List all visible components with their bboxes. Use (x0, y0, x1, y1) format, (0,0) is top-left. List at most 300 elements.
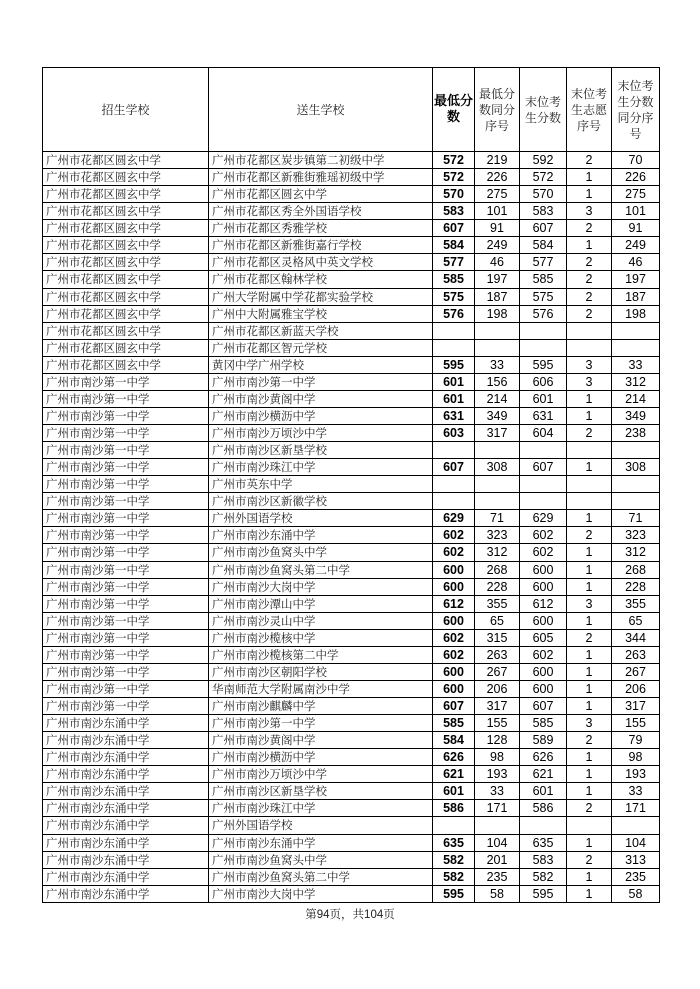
last-score-cell: 602 (520, 544, 567, 561)
sender-school-cell: 广州市花都区新雅街雅瑶初级中学 (209, 169, 433, 186)
sender-school-cell: 广州市南沙珠江中学 (209, 459, 433, 476)
min-rank-cell: 201 (475, 851, 520, 868)
table-row (43, 373, 660, 390)
last-rank-cell: 197 (612, 271, 660, 288)
sender-school-cell: 广州市花都区秀雅学校 (209, 220, 433, 237)
min-rank-cell: 312 (475, 544, 520, 561)
recruit-school-cell: 广州市南沙第一中学 (43, 407, 209, 424)
table-header-row (43, 68, 660, 152)
min-score-cell: 585 (433, 271, 475, 288)
recruit-school-cell: 广州市南沙第一中学 (43, 425, 209, 442)
recruit-school-cell: 广州市花都区圆玄中学 (43, 254, 209, 271)
sender-school-cell: 广州市花都区圆玄中学 (209, 186, 433, 203)
table-row (43, 749, 660, 766)
table-row (43, 237, 660, 254)
last-rank-cell: 312 (612, 544, 660, 561)
last-rank-cell: 228 (612, 578, 660, 595)
last-rank-cell: 349 (612, 407, 660, 424)
min-score-cell: 570 (433, 186, 475, 203)
recruit-school-cell: 广州市花都区圆玄中学 (43, 152, 209, 169)
last-choice-cell: 1 (567, 698, 612, 715)
last-score-cell (520, 476, 567, 493)
last-choice-cell: 1 (567, 237, 612, 254)
min-score-cell: 602 (433, 646, 475, 663)
sender-school-cell: 广州市南沙鱼窝头中学 (209, 851, 433, 868)
last-score-cell: 576 (520, 305, 567, 322)
last-rank-cell: 79 (612, 732, 660, 749)
recruit-school-cell: 广州市南沙东涌中学 (43, 766, 209, 783)
last-rank-cell: 155 (612, 715, 660, 732)
recruit-school-cell: 广州市南沙第一中学 (43, 459, 209, 476)
min-score-cell (433, 493, 475, 510)
min-rank-cell: 317 (475, 425, 520, 442)
page-footer (0, 906, 700, 922)
last-choice-cell: 1 (567, 407, 612, 424)
last-rank-cell (612, 322, 660, 339)
min-score-cell: 631 (433, 407, 475, 424)
min-score-cell: 607 (433, 698, 475, 715)
last-rank-cell: 58 (612, 885, 660, 902)
last-rank-cell: 235 (612, 868, 660, 885)
min-rank-cell: 58 (475, 885, 520, 902)
last-rank-cell: 355 (612, 595, 660, 612)
total-pages: 104 (364, 909, 384, 921)
last-rank-cell: 71 (612, 510, 660, 527)
recruit-school-cell: 广州市南沙东涌中学 (43, 749, 209, 766)
min-rank-cell: 128 (475, 732, 520, 749)
min-rank-cell: 355 (475, 595, 520, 612)
last-choice-cell (567, 493, 612, 510)
min-score-cell: 575 (433, 288, 475, 305)
min-score-cell: 635 (433, 834, 475, 851)
last-choice-cell: 1 (567, 510, 612, 527)
table-row (43, 271, 660, 288)
recruit-school-cell: 广州市南沙东涌中学 (43, 834, 209, 851)
recruit-school-cell: 广州市花都区圆玄中学 (43, 237, 209, 254)
last-score-cell: 570 (520, 186, 567, 203)
min-rank-cell: 315 (475, 629, 520, 646)
last-score-cell: 582 (520, 868, 567, 885)
min-rank-cell: 65 (475, 612, 520, 629)
min-score-cell: 583 (433, 203, 475, 220)
table-row (43, 203, 660, 220)
last-choice-cell: 1 (567, 766, 612, 783)
last-choice-cell: 2 (567, 851, 612, 868)
last-choice-cell: 3 (567, 373, 612, 390)
sender-school-cell: 广州市南沙鱼窝头第二中学 (209, 868, 433, 885)
last-choice-cell: 1 (567, 612, 612, 629)
last-choice-cell: 2 (567, 527, 612, 544)
last-choice-cell: 2 (567, 152, 612, 169)
sender-school-cell: 广州市花都区智元学校 (209, 339, 433, 356)
recruit-school-cell: 广州市南沙东涌中学 (43, 715, 209, 732)
min-score-cell: 584 (433, 732, 475, 749)
last-score-cell: 606 (520, 373, 567, 390)
last-score-cell: 601 (520, 783, 567, 800)
last-choice-cell: 3 (567, 356, 612, 373)
last-choice-cell: 2 (567, 271, 612, 288)
last-rank-cell: 91 (612, 220, 660, 237)
table-row (43, 698, 660, 715)
table-row (43, 510, 660, 527)
sender-school-cell: 广州市南沙东涌中学 (209, 834, 433, 851)
recruit-school-cell: 广州市南沙东涌中学 (43, 885, 209, 902)
last-rank-cell: 267 (612, 663, 660, 680)
last-score-cell (520, 322, 567, 339)
min-rank-cell: 206 (475, 680, 520, 697)
recruit-school-cell: 广州市南沙第一中学 (43, 629, 209, 646)
table-row (43, 800, 660, 817)
min-score-cell: 602 (433, 544, 475, 561)
sender-school-cell: 广州大学附属中学花都实验学校 (209, 288, 433, 305)
last-choice-cell: 2 (567, 425, 612, 442)
last-score-cell: 589 (520, 732, 567, 749)
last-choice-cell: 1 (567, 834, 612, 851)
min-score-cell (433, 339, 475, 356)
table-row (43, 390, 660, 407)
recruit-school-cell: 广州市南沙第一中学 (43, 612, 209, 629)
table-row (43, 356, 660, 373)
min-rank-cell: 235 (475, 868, 520, 885)
min-score-cell: 602 (433, 629, 475, 646)
last-score-cell (520, 442, 567, 459)
last-rank-cell: 275 (612, 186, 660, 203)
min-score-cell: 595 (433, 356, 475, 373)
last-choice-cell (567, 476, 612, 493)
recruit-school-cell: 广州市南沙东涌中学 (43, 817, 209, 834)
sender-school-cell: 广州市南沙万顷沙中学 (209, 766, 433, 783)
recruit-school-cell: 广州市南沙第一中学 (43, 373, 209, 390)
table-row (43, 254, 660, 271)
min-rank-cell (475, 476, 520, 493)
min-rank-cell: 275 (475, 186, 520, 203)
sender-school-cell: 广州市南沙横沥中学 (209, 407, 433, 424)
last-rank-cell (612, 476, 660, 493)
last-rank-cell: 46 (612, 254, 660, 271)
last-score-cell: 602 (520, 646, 567, 663)
recruit-school-cell: 广州市南沙东涌中学 (43, 868, 209, 885)
min-rank-cell: 193 (475, 766, 520, 783)
table-row (43, 885, 660, 902)
last-score-cell (520, 817, 567, 834)
min-rank-cell: 33 (475, 783, 520, 800)
last-score-cell: 600 (520, 561, 567, 578)
min-rank-cell (475, 442, 520, 459)
last-choice-cell: 1 (567, 783, 612, 800)
last-rank-cell: 226 (612, 169, 660, 186)
last-score-cell: 595 (520, 356, 567, 373)
sender-school-cell: 广州市南沙榄核第二中学 (209, 646, 433, 663)
min-rank-cell: 46 (475, 254, 520, 271)
min-score-cell (433, 322, 475, 339)
recruit-school-cell: 广州市南沙第一中学 (43, 476, 209, 493)
min-rank-cell: 98 (475, 749, 520, 766)
min-score-cell: 621 (433, 766, 475, 783)
last-rank-cell: 171 (612, 800, 660, 817)
table-row (43, 425, 660, 442)
last-choice-cell: 3 (567, 715, 612, 732)
last-rank-cell (612, 339, 660, 356)
min-score-cell (433, 476, 475, 493)
table-row (43, 663, 660, 680)
last-score-cell: 600 (520, 680, 567, 697)
min-rank-cell: 228 (475, 578, 520, 595)
table-row (43, 305, 660, 322)
last-choice-cell: 1 (567, 749, 612, 766)
sender-school-cell: 广州市南沙鱼窝头中学 (209, 544, 433, 561)
min-score-cell: 586 (433, 800, 475, 817)
sender-school-cell: 广州市花都区翰林学校 (209, 271, 433, 288)
min-rank-cell: 171 (475, 800, 520, 817)
footer-prefix: 第 (305, 909, 317, 921)
last-score-cell: 600 (520, 578, 567, 595)
min-score-cell: 600 (433, 561, 475, 578)
min-rank-cell (475, 817, 520, 834)
last-choice-cell: 1 (567, 646, 612, 663)
recruit-school-cell: 广州市南沙东涌中学 (43, 783, 209, 800)
min-score-cell: 607 (433, 220, 475, 237)
table-row (43, 322, 660, 339)
table-row (43, 612, 660, 629)
sender-school-cell: 广州市南沙横沥中学 (209, 749, 433, 766)
min-score-cell: 629 (433, 510, 475, 527)
table-row (43, 851, 660, 868)
last-rank-cell: 198 (612, 305, 660, 322)
min-rank-cell: 156 (475, 373, 520, 390)
min-rank-cell: 263 (475, 646, 520, 663)
min-rank-cell: 268 (475, 561, 520, 578)
last-score-cell (520, 493, 567, 510)
last-choice-cell: 1 (567, 544, 612, 561)
last-choice-cell: 1 (567, 868, 612, 885)
last-score-cell: 607 (520, 698, 567, 715)
last-rank-cell: 344 (612, 629, 660, 646)
recruit-school-cell: 广州市南沙第一中学 (43, 663, 209, 680)
table-row (43, 595, 660, 612)
recruit-school-cell: 广州市花都区圆玄中学 (43, 271, 209, 288)
last-rank-cell: 104 (612, 834, 660, 851)
last-score-cell: 600 (520, 663, 567, 680)
last-rank-cell: 313 (612, 851, 660, 868)
last-rank-cell: 312 (612, 373, 660, 390)
sender-school-cell: 广州市南沙鱼窝头第二中学 (209, 561, 433, 578)
recruit-school-cell: 广州市花都区圆玄中学 (43, 203, 209, 220)
min-rank-cell: 226 (475, 169, 520, 186)
header-last-rank: 末位考生分数同分序号 (612, 68, 660, 152)
last-rank-cell: 187 (612, 288, 660, 305)
recruit-school-cell: 广州市南沙第一中学 (43, 544, 209, 561)
last-rank-cell: 323 (612, 527, 660, 544)
header-recruit-school: 招生学校 (43, 68, 209, 152)
recruit-school-cell: 广州市南沙东涌中学 (43, 851, 209, 868)
recruit-school-cell: 广州市南沙第一中学 (43, 510, 209, 527)
recruit-school-cell: 广州市南沙第一中学 (43, 646, 209, 663)
header-last-score: 末位考生分数 (520, 68, 567, 152)
sender-school-cell: 广州市南沙大岗中学 (209, 578, 433, 595)
table-row (43, 169, 660, 186)
sender-school-cell: 广州市南沙东涌中学 (209, 527, 433, 544)
last-rank-cell: 193 (612, 766, 660, 783)
last-score-cell: 605 (520, 629, 567, 646)
page-number: 94 (316, 909, 330, 921)
table-row (43, 476, 660, 493)
min-rank-cell: 198 (475, 305, 520, 322)
table-row (43, 629, 660, 646)
last-choice-cell: 2 (567, 288, 612, 305)
table-row (43, 732, 660, 749)
sender-school-cell: 广州市南沙区新垦学校 (209, 442, 433, 459)
min-score-cell: 582 (433, 868, 475, 885)
recruit-school-cell: 广州市花都区圆玄中学 (43, 322, 209, 339)
table-row (43, 288, 660, 305)
last-choice-cell: 1 (567, 186, 612, 203)
last-rank-cell: 263 (612, 646, 660, 663)
last-rank-cell: 249 (612, 237, 660, 254)
last-rank-cell (612, 817, 660, 834)
sender-school-cell: 广州市南沙灵山中学 (209, 612, 433, 629)
min-score-cell (433, 817, 475, 834)
last-score-cell: 607 (520, 459, 567, 476)
last-score-cell: 586 (520, 800, 567, 817)
min-score-cell (433, 442, 475, 459)
last-score-cell: 621 (520, 766, 567, 783)
header-min-rank: 最低分数同分序号 (475, 68, 520, 152)
min-rank-cell: 155 (475, 715, 520, 732)
last-choice-cell: 1 (567, 885, 612, 902)
min-rank-cell: 197 (475, 271, 520, 288)
recruit-school-cell: 广州市南沙第一中学 (43, 527, 209, 544)
table-row (43, 766, 660, 783)
sender-school-cell: 广州市南沙区新徽学校 (209, 493, 433, 510)
last-rank-cell: 268 (612, 561, 660, 578)
recruit-school-cell: 广州市南沙东涌中学 (43, 800, 209, 817)
min-rank-cell: 323 (475, 527, 520, 544)
last-score-cell: 577 (520, 254, 567, 271)
table-row (43, 783, 660, 800)
last-score-cell: 631 (520, 407, 567, 424)
last-rank-cell: 33 (612, 356, 660, 373)
min-score-cell: 572 (433, 169, 475, 186)
min-rank-cell: 317 (475, 698, 520, 715)
sender-school-cell: 广州市南沙万顷沙中学 (209, 425, 433, 442)
recruit-school-cell: 广州市花都区圆玄中学 (43, 339, 209, 356)
min-score-cell: 600 (433, 612, 475, 629)
table-row (43, 715, 660, 732)
last-score-cell: 595 (520, 885, 567, 902)
last-score-cell: 600 (520, 612, 567, 629)
min-rank-cell: 187 (475, 288, 520, 305)
min-score-cell: 600 (433, 578, 475, 595)
sender-school-cell: 广州市花都区炭步镇第二初级中学 (209, 152, 433, 169)
sender-school-cell: 广州市南沙榄核中学 (209, 629, 433, 646)
last-score-cell: 612 (520, 595, 567, 612)
last-choice-cell: 1 (567, 390, 612, 407)
min-rank-cell: 267 (475, 663, 520, 680)
last-choice-cell: 1 (567, 459, 612, 476)
admission-table (42, 67, 660, 903)
recruit-school-cell: 广州市花都区圆玄中学 (43, 356, 209, 373)
sender-school-cell: 广州市南沙第一中学 (209, 373, 433, 390)
min-score-cell: 603 (433, 425, 475, 442)
min-rank-cell: 349 (475, 407, 520, 424)
table-row (43, 834, 660, 851)
table-row (43, 186, 660, 203)
last-score-cell: 601 (520, 390, 567, 407)
sender-school-cell: 广州市南沙潭山中学 (209, 595, 433, 612)
last-choice-cell: 3 (567, 595, 612, 612)
sender-school-cell: 广州市南沙麒麟中学 (209, 698, 433, 715)
sender-school-cell: 广州市南沙珠江中学 (209, 800, 433, 817)
recruit-school-cell: 广州市南沙第一中学 (43, 390, 209, 407)
sender-school-cell: 广州市花都区新雅街嘉行学校 (209, 237, 433, 254)
last-choice-cell: 1 (567, 680, 612, 697)
min-rank-cell: 33 (475, 356, 520, 373)
recruit-school-cell: 广州市南沙第一中学 (43, 442, 209, 459)
last-choice-cell: 1 (567, 663, 612, 680)
min-rank-cell: 71 (475, 510, 520, 527)
min-score-cell: 584 (433, 237, 475, 254)
last-score-cell: 626 (520, 749, 567, 766)
last-score-cell (520, 339, 567, 356)
min-rank-cell: 104 (475, 834, 520, 851)
last-score-cell: 602 (520, 527, 567, 544)
table-row (43, 578, 660, 595)
last-choice-cell: 1 (567, 578, 612, 595)
last-choice-cell (567, 442, 612, 459)
table-row (43, 220, 660, 237)
sender-school-cell: 广州市南沙区新垦学校 (209, 783, 433, 800)
last-choice-cell: 1 (567, 561, 612, 578)
table-row (43, 442, 660, 459)
last-rank-cell: 238 (612, 425, 660, 442)
recruit-school-cell: 广州市南沙东涌中学 (43, 732, 209, 749)
last-score-cell: 583 (520, 203, 567, 220)
table-row (43, 527, 660, 544)
sender-school-cell: 广州市花都区秀全外国语学校 (209, 203, 433, 220)
recruit-school-cell: 广州市花都区圆玄中学 (43, 220, 209, 237)
min-rank-cell: 91 (475, 220, 520, 237)
min-rank-cell: 214 (475, 390, 520, 407)
min-rank-cell (475, 493, 520, 510)
min-rank-cell: 219 (475, 152, 520, 169)
recruit-school-cell: 广州市南沙第一中学 (43, 493, 209, 510)
sender-school-cell: 广州市南沙黄阁中学 (209, 732, 433, 749)
min-score-cell: 601 (433, 783, 475, 800)
min-score-cell: 585 (433, 715, 475, 732)
min-score-cell: 577 (433, 254, 475, 271)
min-rank-cell: 101 (475, 203, 520, 220)
last-score-cell: 572 (520, 169, 567, 186)
table-row (43, 561, 660, 578)
footer-middle: 页，共 (329, 909, 365, 921)
min-rank-cell: 308 (475, 459, 520, 476)
last-choice-cell: 2 (567, 732, 612, 749)
header-min-score: 最低分数 (433, 68, 475, 152)
last-score-cell: 629 (520, 510, 567, 527)
last-choice-cell (567, 339, 612, 356)
last-rank-cell: 214 (612, 390, 660, 407)
table-row (43, 544, 660, 561)
table-body (43, 152, 660, 903)
min-score-cell: 601 (433, 390, 475, 407)
recruit-school-cell: 广州市花都区圆玄中学 (43, 288, 209, 305)
table-row (43, 646, 660, 663)
table-row (43, 459, 660, 476)
sender-school-cell: 广州市南沙第一中学 (209, 715, 433, 732)
sender-school-cell: 广州外国语学校 (209, 510, 433, 527)
min-score-cell: 600 (433, 663, 475, 680)
last-rank-cell: 33 (612, 783, 660, 800)
